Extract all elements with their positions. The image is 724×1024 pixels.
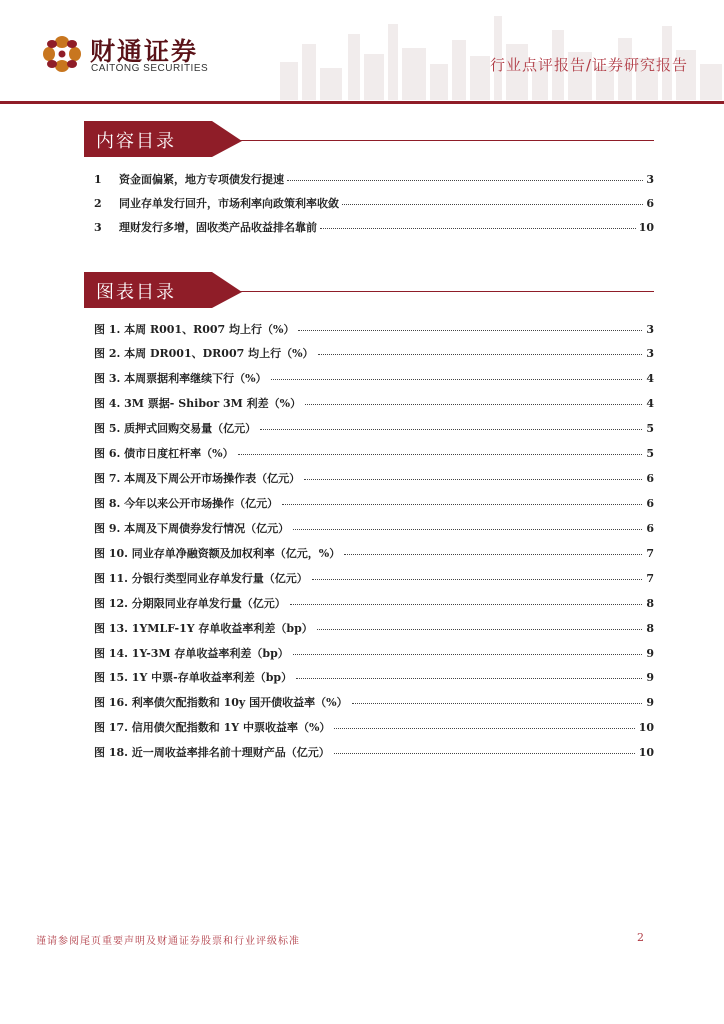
figures-title: 图表目录 xyxy=(96,282,176,303)
figure-entry[interactable] xyxy=(94,669,654,687)
figure-title: 图 16. 利率债欠配指数和 10y 国开债收益率（%） xyxy=(94,696,348,709)
caitong-logo-icon xyxy=(40,34,84,74)
toc-title: 理财发行多增，固收类产品收益排名靠前 xyxy=(119,221,317,234)
figure-entry[interactable] xyxy=(94,694,654,712)
figure-title: 图 13. 1YMLF-1Y 存单收益率利差（bp） xyxy=(94,622,313,635)
dot-leader xyxy=(320,217,636,229)
figure-page-number: 8 xyxy=(646,622,654,635)
figure-title: 图 4. 3M 票据- Shibor 3M 利差（%） xyxy=(94,397,302,410)
figures-section-tab xyxy=(84,272,256,308)
figure-title: 图 2. 本周 DR001、DR007 均上行（%） xyxy=(94,347,314,360)
figure-title: 图 7. 本周及下周公开市场操作表（亿元） xyxy=(94,472,301,485)
toc-page-number: 3 xyxy=(646,173,654,186)
figure-page-number: 4 xyxy=(646,372,654,385)
dot-leader xyxy=(344,543,642,555)
figure-page-number: 6 xyxy=(646,522,654,535)
figure-entry[interactable] xyxy=(94,645,654,663)
figure-entry[interactable] xyxy=(94,620,654,638)
toc-title: 同业存单发行回升，市场利率向政策利率收敛 xyxy=(119,197,339,210)
figure-title: 图 3. 本周票据利率继续下行（%） xyxy=(94,372,267,385)
dot-leader xyxy=(334,717,634,729)
figure-entry[interactable] xyxy=(94,445,654,463)
contents-title: 内容目录 xyxy=(96,131,176,152)
figure-page-number: 3 xyxy=(646,347,654,360)
figure-entry[interactable] xyxy=(94,345,654,363)
page-header xyxy=(0,0,724,104)
figure-page-number: 4 xyxy=(646,397,654,410)
figure-entry[interactable] xyxy=(94,520,654,538)
dot-leader xyxy=(305,393,642,405)
brand-name-en: CAITONG SECURITIES xyxy=(91,63,209,74)
figure-entry[interactable] xyxy=(94,470,654,488)
toc-entry[interactable] xyxy=(94,195,654,213)
dot-leader xyxy=(296,667,642,679)
figure-title: 图 6. 债市日度杠杆率（%） xyxy=(94,447,234,460)
figure-entry[interactable] xyxy=(94,420,654,438)
dot-leader xyxy=(352,692,643,704)
figure-title: 图 10. 同业存单净融资额及加权利率（亿元，%） xyxy=(94,547,341,560)
figure-page-number: 9 xyxy=(646,647,654,660)
figure-page-number: 7 xyxy=(646,572,654,585)
figure-title: 图 5. 质押式回购交易量（亿元） xyxy=(94,422,257,435)
figure-page-number: 6 xyxy=(646,497,654,510)
toc-number: 2 xyxy=(94,197,102,210)
figure-title: 图 11. 分银行类型同业存单发行量（亿元） xyxy=(94,572,308,585)
figure-entry[interactable] xyxy=(94,595,654,613)
figure-title: 图 12. 分期限同业存单发行量（亿元） xyxy=(94,597,286,610)
figure-title: 图 17. 信用债欠配指数和 1Y 中票收益率（%） xyxy=(94,721,331,734)
dot-leader xyxy=(342,193,643,205)
toc-page-number: 6 xyxy=(646,197,654,210)
figure-title: 图 8. 今年以来公开市场操作（亿元） xyxy=(94,497,279,510)
toc-entry[interactable] xyxy=(94,171,654,189)
brand-name-cn: 财通证券 xyxy=(90,37,199,66)
figure-page-number: 5 xyxy=(646,447,654,460)
figure-title: 图 9. 本周及下周债券发行情况（亿元） xyxy=(94,522,290,535)
figure-page-number: 5 xyxy=(646,422,654,435)
figure-entry[interactable] xyxy=(94,321,654,339)
toc-title: 资金面偏紧，地方专项债发行提速 xyxy=(119,173,284,186)
figure-entry[interactable] xyxy=(94,570,654,588)
toc-number: 1 xyxy=(94,173,102,186)
figure-page-number: 3 xyxy=(646,323,654,336)
dot-leader xyxy=(317,618,643,630)
figure-entry[interactable] xyxy=(94,395,654,413)
city-skyline-decoration xyxy=(270,4,724,100)
figure-page-number: 10 xyxy=(638,721,654,734)
figure-entry[interactable] xyxy=(94,370,654,388)
footer-page-number: 2 xyxy=(637,931,644,944)
figure-page-number: 8 xyxy=(646,597,654,610)
dot-leader xyxy=(334,742,635,754)
figure-page-number: 7 xyxy=(646,547,654,560)
dot-leader xyxy=(238,443,643,455)
dot-leader xyxy=(293,518,642,530)
dot-leader xyxy=(290,593,643,605)
dot-leader xyxy=(298,319,642,331)
dot-leader xyxy=(318,343,643,355)
figure-entry[interactable] xyxy=(94,719,654,737)
dot-leader xyxy=(304,468,642,480)
figure-title: 图 18. 近一周收益率排名前十理财产品（亿元） xyxy=(94,746,330,759)
toc-entry[interactable] xyxy=(94,219,654,237)
figure-title: 图 1. 本周 R001、R007 均上行（%） xyxy=(94,323,295,336)
figure-page-number: 9 xyxy=(646,696,654,709)
header-divider xyxy=(0,101,724,104)
dot-leader xyxy=(287,169,643,181)
dot-leader xyxy=(312,568,643,580)
dot-leader xyxy=(293,643,643,655)
figure-page-number: 9 xyxy=(646,671,654,684)
figure-page-number: 6 xyxy=(646,472,654,485)
figure-entry[interactable] xyxy=(94,495,654,513)
toc-number: 3 xyxy=(94,221,102,234)
figure-title: 图 14. 1Y-3M 存单收益率利差（bp） xyxy=(94,647,289,660)
contents-divider xyxy=(230,140,654,141)
dot-leader xyxy=(271,368,643,380)
figure-title: 图 15. 1Y 中票-存单收益率利差（bp） xyxy=(94,671,293,684)
figure-entry[interactable] xyxy=(94,545,654,563)
figures-divider xyxy=(230,291,654,292)
contents-section-tab xyxy=(84,121,256,157)
footer-disclaimer: 谨请参阅尾页重要声明及财通证券股票和行业评级标准 xyxy=(36,936,300,947)
figure-page-number: 10 xyxy=(638,746,654,759)
figure-entry[interactable] xyxy=(94,744,654,762)
dot-leader xyxy=(282,493,642,505)
dot-leader xyxy=(260,418,642,430)
toc-page-number: 10 xyxy=(638,221,654,234)
report-type-label: 行业点评报告/证券研究报告 xyxy=(489,56,688,74)
